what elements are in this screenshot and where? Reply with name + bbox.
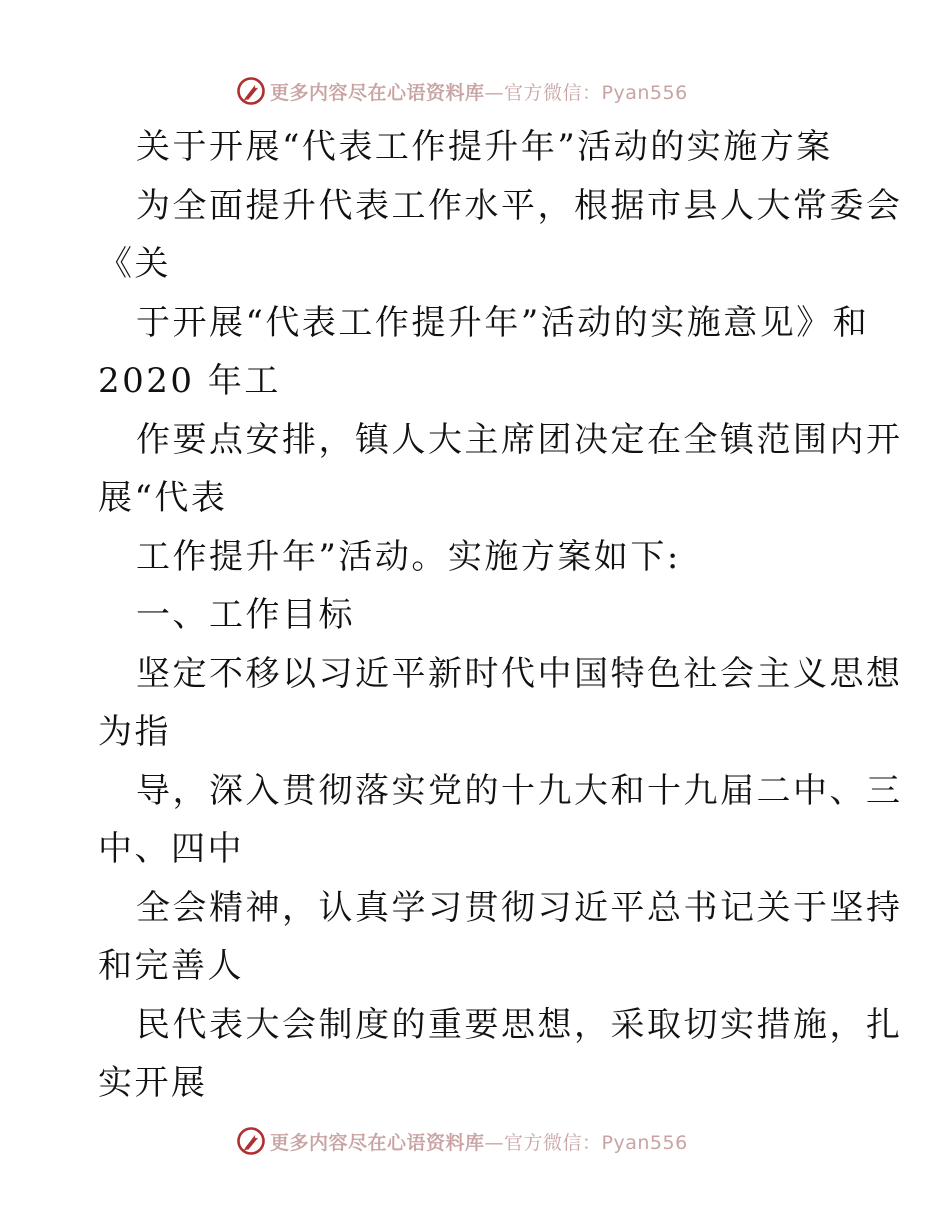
paragraph-line: 工作提升年”活动。实施方案如下: xyxy=(136,536,681,577)
paragraph-line: 于开展“代表工作提升年”活动的实施意见》和 xyxy=(136,302,870,343)
paragraph-line: 为全面提升代表工作水平，根据市县人大常委会 xyxy=(136,185,903,226)
footer-watermark xyxy=(236,1124,688,1158)
paragraph-line: 中、四中 xyxy=(98,829,244,869)
paragraph-line: 导，深入贯彻落实党的十九大和十九届二中、三 xyxy=(136,770,903,811)
watermark-contact: —官方微信：Pyan556 xyxy=(484,81,688,104)
paragraph-line: 《关 xyxy=(98,244,171,284)
doc-title: 关于开展“代表工作提升年”活动的实施方案 xyxy=(136,127,833,167)
paragraph-line: 民代表大会制度的重要思想，采取切实措施，扎 xyxy=(136,1004,903,1045)
paragraph-line: 全会精神，认真学习贯彻习近平总书记关于坚持 xyxy=(136,887,903,928)
watermark-text: 更多内容尽在心语资料库 xyxy=(270,1131,485,1154)
watermark-text: 更多内容尽在心语资料库 xyxy=(270,81,485,104)
paragraph-line: 实开展 xyxy=(98,1063,208,1103)
section-heading: 一、工作目标 xyxy=(136,595,355,635)
paragraph-line: 坚定不移以习近平新时代中国特色社会主义思想 xyxy=(136,653,903,694)
watermark-contact: —官方微信：Pyan556 xyxy=(484,1131,688,1154)
document-body xyxy=(98,118,903,1113)
paragraph-line: 和完善人 xyxy=(98,946,244,986)
paragraph-line: 展“代表 xyxy=(98,478,228,518)
header-watermark xyxy=(236,74,688,108)
paragraph-line: 2020 年工 xyxy=(98,361,281,401)
paragraph-line: 为指 xyxy=(98,712,171,752)
pen-logo-icon xyxy=(236,1126,266,1156)
paragraph-line: 作要点安排，镇人大主席团决定在全镇范围内开 xyxy=(136,419,903,460)
pen-logo-icon xyxy=(236,76,266,106)
